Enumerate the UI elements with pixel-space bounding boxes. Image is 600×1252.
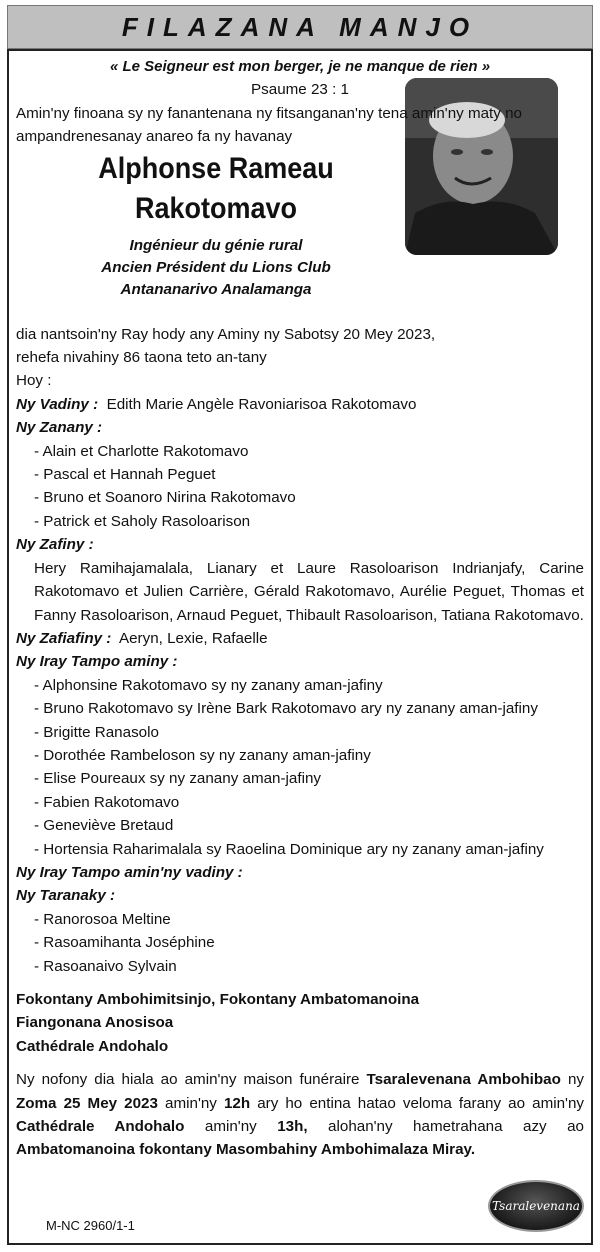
notice-text: ny <box>560 1071 584 1089</box>
zafiafiny-row <box>16 627 584 650</box>
intro-text: Amin'ny finoana sy ny fanantenana ny fitsanganan'ny tena amin'ny maty no ampandrenesanay anareo fa ny havanay <box>16 104 522 146</box>
notice-text: Ny nofony dia hiala ao amin'ny maison funéraire <box>16 1071 367 1089</box>
deceased-name-line1: Alphonse Rameau <box>98 151 334 185</box>
deceased-titles <box>16 235 416 301</box>
funeral-home-logo <box>488 1180 584 1232</box>
notice-text: alohan'ny hametrahana azy ao <box>307 1118 584 1136</box>
vadiny-value: Edith Marie Angèle Ravoniarisoa Rakotomavo <box>106 395 417 413</box>
list-item: - Rasoamihanta Joséphine <box>34 934 215 952</box>
title-line: Ancien Président du Lions Club <box>101 258 331 276</box>
list-item: - Pascal et Hannah Peguet <box>34 466 216 484</box>
zafiny-label: Ny Zafiny : <box>16 536 94 554</box>
vadiny-row <box>16 393 584 416</box>
notice-bold: Cathédrale Andohalo <box>16 1118 185 1136</box>
notice-bold: 12h <box>223 1094 251 1112</box>
vadiny-label: Ny Vadiny : <box>16 395 99 413</box>
notice-text: amin'ny <box>157 1094 224 1112</box>
obituary-content <box>16 55 584 1162</box>
list-item: - Brigitte Ranasolo <box>34 723 159 741</box>
logo-text: Tsaralevenana <box>492 1199 580 1213</box>
hoy-label: Hoy : <box>16 372 52 390</box>
list-item: - Bruno Rakotomavo sy Irène Bark Rakotomavo ary ny zanany aman-jafiny <box>34 700 538 718</box>
taranaky-label: Ny Taranaky : <box>16 887 116 905</box>
funeral-notice <box>16 1068 584 1162</box>
list-item: - Dorothée Rambeloson sy ny zanany aman-jafiny <box>34 746 371 764</box>
list-item: - Ranorosoa Meltine <box>34 910 171 928</box>
notice-text: amin'ny <box>184 1118 278 1136</box>
scripture-reference: Psaume 23 : 1 <box>251 81 349 99</box>
notice-bold: Zoma 25 Mey 2023 <box>16 1094 158 1112</box>
reference-code: M-NC 2960/1-1 <box>46 1218 135 1233</box>
death-line2: rehefa nivahiny 86 taona teto an-tany <box>16 349 267 367</box>
location-line: Fiangonana Anosisoa <box>16 1014 174 1032</box>
list-item: - Elise Poureaux sy ny zanany aman-jafiny <box>34 770 322 788</box>
deceased-block <box>16 149 416 301</box>
location-line: Cathédrale Andohalo <box>16 1037 169 1055</box>
location-line: Fokontany Ambohimitsinjo, Fokontany Ambatomanoina <box>16 991 420 1008</box>
scripture-quote: « Le Seigneur est mon berger, je ne manque de rien » <box>109 58 491 75</box>
notice-bold: 13h, <box>277 1118 308 1136</box>
list-item: - Alphonsine Rakotomavo sy ny zanany aman-jafiny <box>34 676 383 694</box>
locations-block <box>16 988 584 1058</box>
banner-title: FILAZANA MANJO <box>121 11 479 42</box>
zafiafiny-label: Ny Zafiafiny : <box>16 629 112 647</box>
tampo-vadiny-label: Ny Iray Tampo amin'ny vadiny : <box>16 863 243 881</box>
death-line1: dia nantsoin'ny Ray hody any Aminy ny Sabotsy 20 Mey 2023, <box>16 325 436 343</box>
tampo-label: Ny Iray Tampo aminy : <box>16 653 178 671</box>
title-line: Antananarivo Analamanga <box>120 280 312 298</box>
zafiny-text: Hery Ramihajamalala, Lianary et Laure Rasoloarison Indrianjafy, Carine Rakotomavo et Julien Carrière, Gérald Rakotomavo, Aurélie Peguet, Thomas et Fanny Rasoloarison, Arnaud Peguet, Thibault Rasoloarison, Tatiana Rakotomavo. <box>34 559 584 624</box>
title-line: Ingénieur du génie rural <box>129 236 303 254</box>
list-item: - Patrick et Saholy Rasoloarison <box>34 512 251 530</box>
zafiafiny-value: Aeryn, Lexie, Rafaelle <box>118 629 268 647</box>
list-item: - Bruno et Soanoro Nirina Rakotomavo <box>34 489 296 507</box>
zanany-label: Ny Zanany : <box>16 419 103 437</box>
list-item: - Alain et Charlotte Rakotomavo <box>34 442 249 460</box>
deceased-name-line2: Rakotomavo <box>134 191 298 225</box>
list-item: - Rasoanaivo Sylvain <box>34 957 177 975</box>
list-item: - Hortensia Raharimalala sy Raoelina Dominique ary ny zanany aman-jafiny <box>34 840 544 858</box>
list-item: - Fabien Rakotomavo <box>34 793 180 811</box>
header-banner <box>7 5 593 49</box>
notice-text: ary ho entina hatao veloma farany ao amin'ny <box>250 1094 584 1112</box>
list-item: - Geneviève Bretaud <box>34 817 174 835</box>
notice-bold: Tsaralevenana Ambohibao <box>366 1071 561 1089</box>
notice-bold: Ambatomanoina fokontany Masombahiny Ambohimalaza Miray. <box>16 1141 476 1159</box>
